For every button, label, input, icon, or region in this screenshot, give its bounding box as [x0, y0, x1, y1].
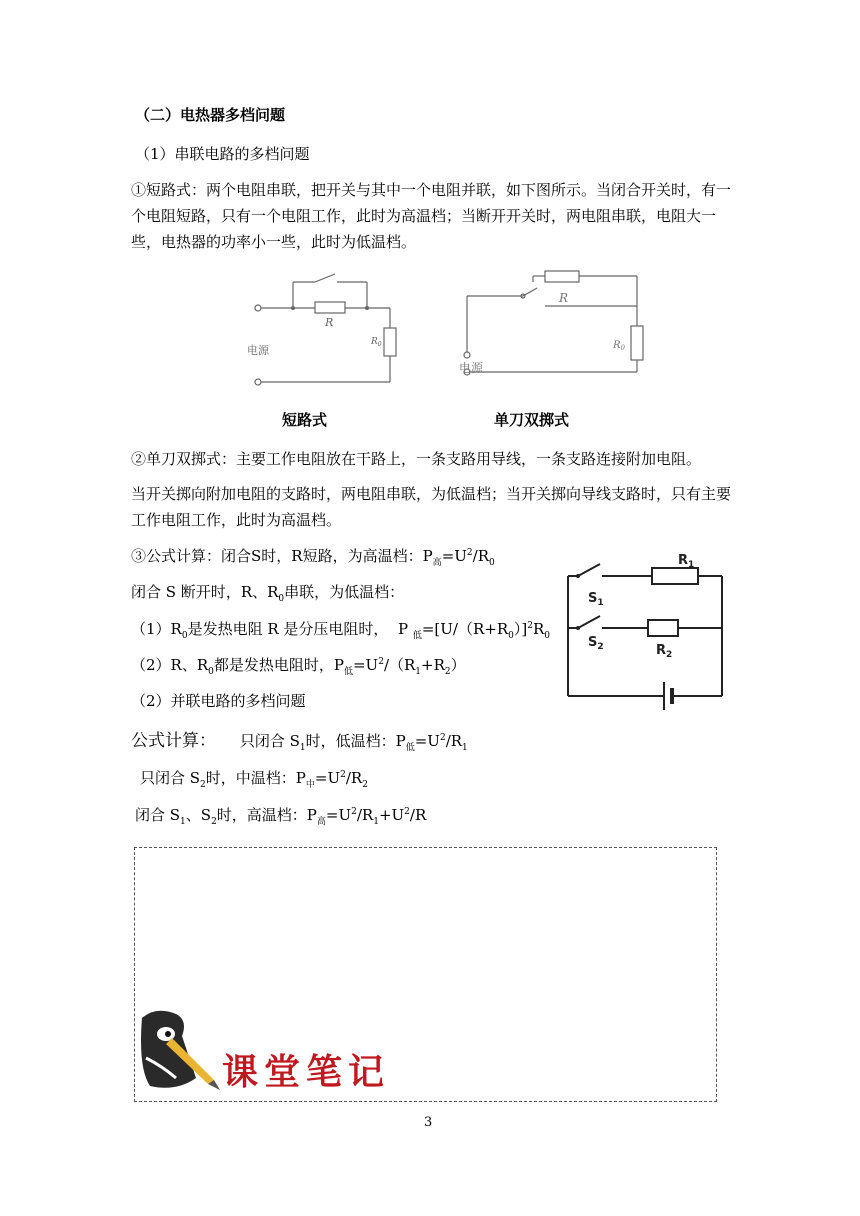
- fig1-source-label: 电源: [247, 344, 269, 357]
- fig1-r0-label: $R_0$: [371, 337, 382, 348]
- fig1-caption: 短路式: [282, 411, 328, 429]
- fig2-source-label: 电源: [459, 361, 484, 375]
- formula-case1: $(1)R_0$是发热电阻 R 是分压电阻时， P $_低=[U/(R+R_0)]^2R_0$: [131, 620, 550, 641]
- short-circuit-diagram: [245, 262, 405, 392]
- page-number: 3: [424, 1115, 433, 1130]
- paragraph-spdt: ②单刀双掷式：主要工作电阻放在干路上，一条支路用导线，一条支路连接附加电阻。: [131, 450, 702, 468]
- formula-case2: （2）R、$R_0$都是发热电阻时，$P_低=U^2/(R_1+R_2)$: [131, 656, 466, 677]
- parallel-circuit-diagram: [560, 546, 730, 721]
- fig3-r2-label: $R_2$: [656, 643, 673, 660]
- subsection-title-parallel: （2）并联电路的多档问题: [131, 692, 306, 710]
- fig2-r-label: R: [559, 291, 569, 305]
- paragraph-spdt-explain: 当开关掷向附加电阻的支路时，两电阻串联，为低温档；当开关掷向导线支路时，只有主要工作电阻工作，此时为高温档。: [131, 485, 732, 529]
- formula-low-intro: 闭合 S 断开时，R、$R_0$串联，为低温档：: [131, 583, 405, 604]
- paragraph-short-circuit: ①短路式：两个电阻串联，把开关与其中一个电阻并联，如下图所示。当闭合开关时，有一个电阻短路，只有一个电阻工作，此时为高温档；当断开开关时，两电阻串联，电阻大一些，电热器的功率小一些，此时为低温档。: [131, 181, 732, 251]
- subsection-title-series: （1）串联电路的多档问题: [135, 145, 310, 163]
- formula-high: ③公式计算：闭合S时，R短路，为高温档：$P_高=U^2/R_0$: [131, 547, 495, 568]
- parallel-formula-3: 闭合 $S_1$、$S_2$时，高温档：$P_高=U^2/R_1+U^2/R$: [135, 806, 427, 827]
- parallel-formula-1: 公式计算： 只闭合 $S_1$时，低温档：$P_低=U^2/R_1$: [131, 731, 468, 753]
- spdt-diagram: [455, 262, 655, 382]
- fig1-r-label: R: [325, 316, 334, 329]
- penguin-pencil-icon: [136, 1008, 226, 1094]
- parallel-formula-2: 只闭合 $S_2$时，中温档：$P_中=U^2/R_2$: [140, 769, 368, 790]
- fig3-r1-label: $R_1$: [678, 553, 695, 570]
- fig3-s2-label: $S_2$: [588, 635, 604, 652]
- section-title: （二）电热器多档问题: [135, 106, 286, 124]
- fig2-caption: 单刀双掷式: [494, 411, 570, 429]
- fig2-r0-label: $R_0$: [613, 340, 625, 352]
- fig3-s1-label: $S_1$: [588, 591, 604, 608]
- class-notes-label: 课堂笔记: [222, 1051, 391, 1093]
